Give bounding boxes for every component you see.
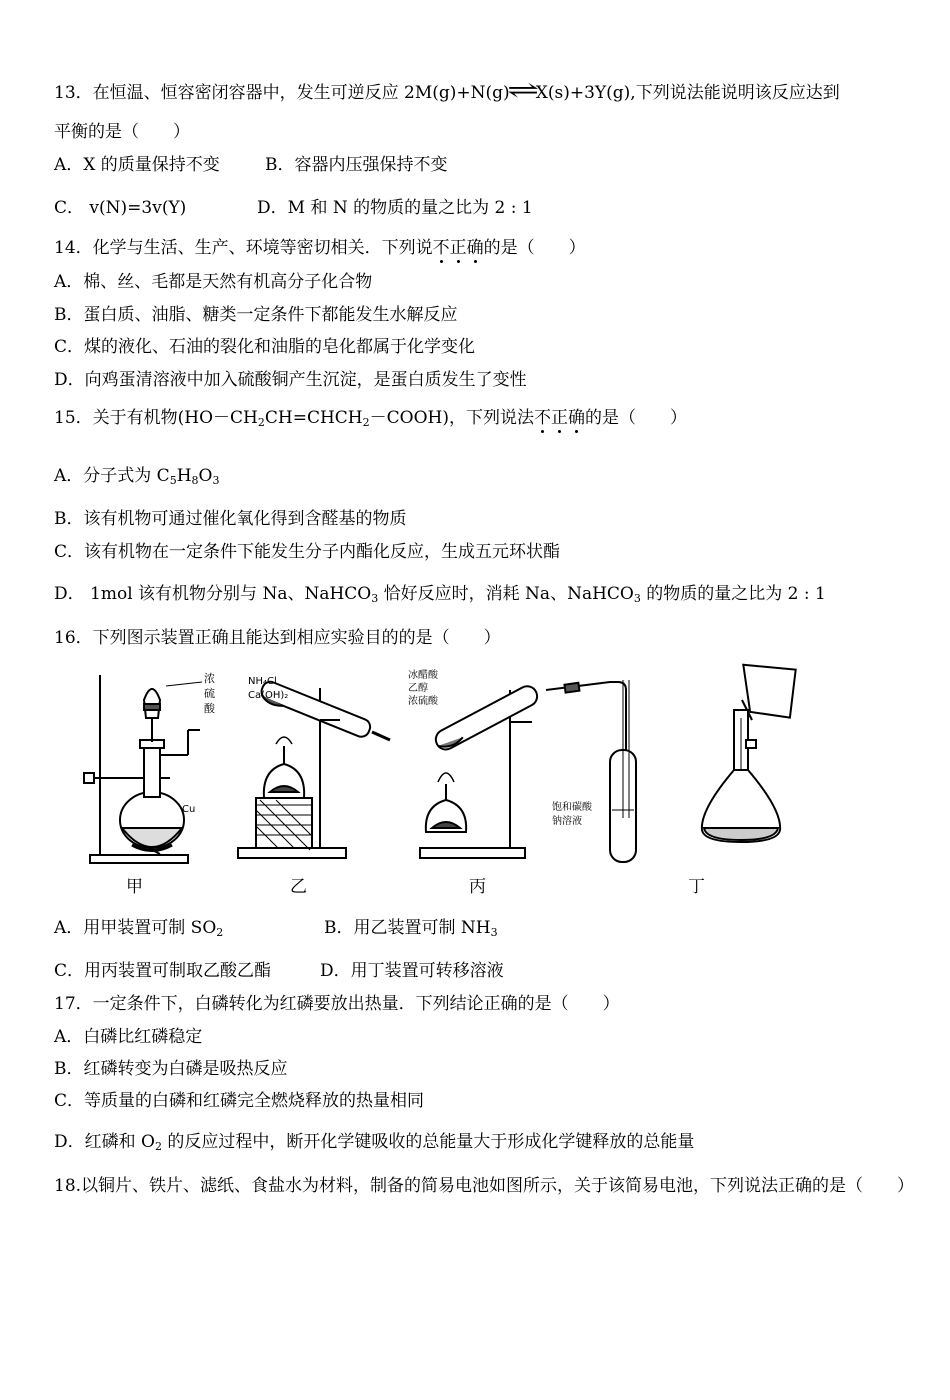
q14-option-a: A．棉、丝、毛都是天然有机高分子化合物 — [54, 272, 373, 292]
jia-reagent-label: 硫 — [204, 687, 215, 700]
q15-option-a: A．分子式为 $C_5H_8O_3$ — [54, 466, 220, 487]
fig-label-yi: 乙 — [290, 877, 307, 897]
bing-reagent-label: 乙醇 — [408, 683, 428, 694]
jia-cu-label: Cu — [182, 804, 196, 815]
q13-option-d: D．M 和 N 的物质的量之比为 2 : 1 — [257, 198, 533, 218]
fig-label-bing: 丙 — [469, 877, 486, 897]
emphasis-dot: 确 — [567, 408, 585, 428]
q15-stem: 15．关于有机物$(HO-CH_2CH=CHCH_2-COOH)$，下列说法不正确的是（ ） — [54, 408, 687, 429]
q13-options-ab — [54, 154, 448, 176]
lab-apparatus-figure — [70, 660, 890, 900]
q13-stem-line2: 平衡的是（ ） — [54, 122, 190, 142]
q13-stem-line1: 13．在恒温、恒容密闭容器中，发生可逆反应 2M(g)+N(g)⇌X(s)+3Y(g),下列说法能说明该反应达到 — [54, 76, 840, 104]
apparatus-bing — [408, 668, 636, 862]
q13-option-a: A．X 的质量保持不变 — [54, 155, 220, 175]
bing-tube-label: 钠溶液 — [552, 816, 582, 827]
q15-option-d: D． 1mol 该有机物分别与 Na、NaHCO$_3$ 恰好反应时，消耗 Na、NaHCO$_3$ 的物质的量之比为 2 : 1 — [54, 584, 826, 605]
q16-stem: 16．下列图示装置正确且能达到相应实验目的的是（ ） — [54, 628, 501, 648]
emphasis-dot: 确 — [466, 238, 484, 258]
q17-option-b: B．红磷转变为白磷是吸热反应 — [54, 1059, 288, 1079]
q13-options-cd — [54, 197, 533, 219]
q17-option-a: A．白磷比红磷稳定 — [54, 1027, 203, 1047]
q14-option-b: B．蛋白质、油脂、糖类一定条件下都能发生水解反应 — [54, 305, 458, 325]
q16-option-d: D．用丁装置可转移溶液 — [320, 961, 504, 981]
q13-option-b: B．容器内压强保持不变 — [265, 155, 448, 175]
emphasis-dot: 正 — [550, 408, 568, 428]
q15-option-c: C．该有机物在一定条件下能发生分子内酯化反应，生成五元环状酯 — [54, 542, 561, 562]
bing-tube-label: 饱和碳酸 — [552, 802, 592, 813]
q15-option-b: B．该有机物可通过催化氧化得到含醛基的物质 — [54, 509, 407, 529]
q17-option-c: C．等质量的白磷和红磷完全燃烧释放的热量相同 — [54, 1091, 425, 1111]
q14-stem: 14．化学与生活、生产、环境等密切相关．下列说不正确的是（ ） — [54, 238, 586, 258]
q18-stem: 18.以铜片、铁片、滤纸、食盐水为材料，制备的简易电池如图所示，关于该简易电池，下列说法正确的是（ ） — [54, 1176, 915, 1196]
yi-reagent-label: NH₄Cl — [248, 676, 277, 687]
apparatus-yi — [238, 676, 390, 858]
q16-option-a: A．用甲装置可制 $SO_2$ — [54, 918, 224, 939]
yi-reagent-label: Ca(OH)₂ — [248, 690, 289, 701]
q16-option-c: C．用丙装置可制取乙酸乙酯 — [54, 961, 272, 981]
apparatus-ding — [702, 660, 802, 842]
bing-reagent-label: 浓硫酸 — [408, 696, 438, 707]
emphasis-dot: 不 — [432, 238, 450, 258]
q14-option-c: C．煤的液化、石油的裂化和油脂的皂化都属于化学变化 — [54, 337, 476, 357]
emphasis-dot: 不 — [533, 408, 551, 428]
emphasis-dot: 正 — [449, 238, 467, 258]
jia-reagent-label: 浓 — [204, 672, 215, 685]
equilibrium-arrow-icon: ⇌ — [506, 76, 539, 104]
fig-label-jia: 甲 — [126, 877, 143, 897]
q15-formula: $(HO-CH_2CH=CHCH_2-COOH)$ — [177, 408, 449, 429]
fig-label-ding: 丁 — [688, 877, 705, 897]
q14-option-d: D．向鸡蛋清溶液中加入硫酸铜产生沉淀，是蛋白质发生了变性 — [54, 370, 527, 390]
q16-options-cd — [54, 960, 504, 982]
q16-options-ab — [54, 917, 498, 944]
apparatus-jia — [84, 671, 216, 863]
bing-reagent-label: 冰醋酸 — [408, 670, 438, 681]
q16-option-b: B．用乙装置可制 $NH_3$ — [324, 918, 498, 939]
jia-reagent-label: 酸 — [204, 702, 215, 715]
q13-option-c: C． v(N)=3v(Y) — [54, 198, 187, 218]
q17-option-d: D．红磷和 $O_2$ 的反应过程中，断开化学键吸收的总能量大于形成化学键释放的总能量 — [54, 1132, 695, 1153]
q17-stem: 17．一定条件下，白磷转化为红磷要放出热量．下列结论正确的是（ ） — [54, 994, 620, 1014]
